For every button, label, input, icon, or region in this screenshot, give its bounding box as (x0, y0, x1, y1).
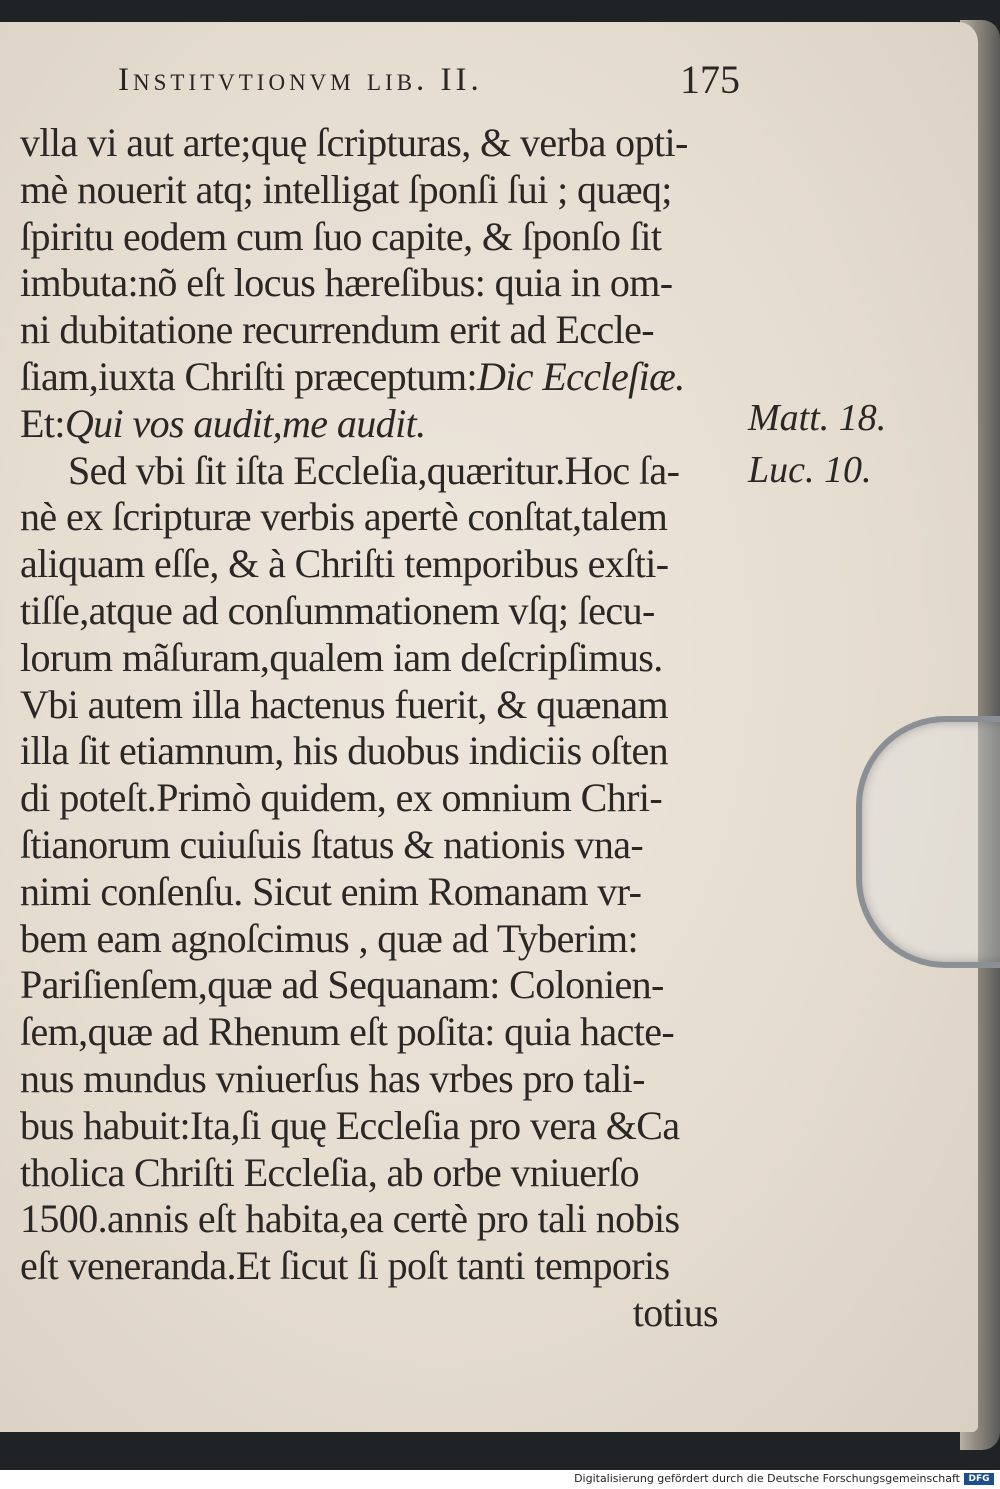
text-line (20, 354, 740, 401)
text-line (20, 1009, 740, 1056)
text-line (20, 635, 740, 682)
line-text: imbuta:nõ eſt locus hæreſibus: quia in om- (20, 260, 673, 306)
page-number: 175 (680, 57, 740, 102)
text-line (20, 1196, 740, 1243)
text-line (20, 682, 740, 729)
line-text: Sed vbi ſit iſta Eccleſia,quæritur.Hoc ſa- (68, 447, 680, 493)
text-line (20, 307, 740, 354)
running-title: Institvtionvm lib. II. (118, 62, 483, 98)
text-line (20, 1243, 740, 1290)
line-text: mè nouerit atq; intelligat ſponſi ſui ; quæq; (20, 166, 672, 212)
line-text: ſem,quæ ad Rhenum eſt poſita: quia hacte- (20, 1009, 675, 1055)
line-text: ſpiritu eodem cum ſuo capite, & ſponſo ſit (20, 213, 662, 259)
text-line (20, 588, 740, 635)
line-text: eſt veneranda.Et ſicut ſi poſt tanti temporis (20, 1243, 670, 1289)
text-line (20, 1056, 740, 1103)
line-text: ni dubitatione recurrendum erit ad Eccle- (20, 307, 654, 353)
line-text: Vbi autem illa hactenus fuerit, & quænam (20, 681, 669, 727)
page-clip (856, 716, 1000, 968)
line-text: nus mundus vniuerſus has vrbes pro tali- (20, 1055, 645, 1101)
text-line (20, 1103, 740, 1150)
text-line (20, 120, 740, 167)
line-text: lorum mãſuram,qualem iam deſcripſimus. (20, 634, 663, 680)
line-text: tholica Chriſti Eccleſia, ab orbe vniuerſo (20, 1149, 640, 1195)
line-text: illa ſit etiamnum, his duobus indiciis oſten (20, 728, 668, 774)
line-text: di poteſt.Primò quidem, ex omnium Chri- (20, 775, 663, 821)
line-text: tiſſe,atque ad conſummationem vſq; ſecu- (20, 587, 655, 633)
body-text (20, 120, 740, 1337)
footer-credit: Digitalisierung gefördert durch die Deutsche Forschungsgemeinschaft (574, 1472, 960, 1485)
text-line (20, 962, 740, 1009)
text-line (20, 494, 740, 541)
italic-quote: Dic Eccleſiæ. (476, 353, 685, 399)
text-line (20, 822, 740, 869)
footer-bar (0, 1470, 1000, 1489)
text-line (20, 916, 740, 963)
text-line (20, 728, 740, 775)
line-text: Pariſienſem,quæ ad Sequanam: Colonien- (20, 962, 664, 1008)
text-line (20, 869, 740, 916)
text-line (20, 775, 740, 822)
line-text: totius (632, 1289, 718, 1335)
line-text: vlla vi aut arte;quę ſcripturas, & verba opti- (20, 120, 688, 165)
line-text: bus habuit:Ita,ſi quę Eccleſia pro vera &Ca (20, 1102, 680, 1148)
line-text: Et: (20, 400, 65, 446)
text-line (20, 260, 740, 307)
line-text: nimi conſenſu. Sicut enim Romanam vr- (20, 868, 642, 914)
margin-note: Luc. 10. (748, 449, 872, 491)
page-header (118, 56, 748, 112)
catchword (20, 1290, 740, 1337)
line-text: aliquam eſſe, & à Chriſti temporibus exſti- (20, 541, 669, 587)
text-line (20, 167, 740, 214)
text-line (20, 448, 740, 495)
text-line (20, 541, 740, 588)
line-text: ſiam,iuxta Chriſti præceptum: (20, 353, 477, 399)
line-text: 1500.annis eſt habita,ea certè pro tali nobis (20, 1196, 680, 1242)
italic-quote: Qui vos audit,me audit. (64, 400, 426, 446)
text-line (20, 401, 740, 448)
line-text: bem eam agnoſcimus , quæ ad Tyberim: (20, 915, 639, 961)
line-text: nè ex ſcripturæ verbis apertè conſtat,talem (20, 494, 668, 540)
text-line (20, 1150, 740, 1197)
text-line (20, 214, 740, 261)
line-text: ſtianorum cuiuſuis ſtatus & nationis vna- (20, 821, 644, 867)
dfg-logo: DFG (964, 1473, 994, 1485)
margin-note: Matt. 18. (748, 397, 887, 439)
margin-notes (748, 392, 948, 496)
